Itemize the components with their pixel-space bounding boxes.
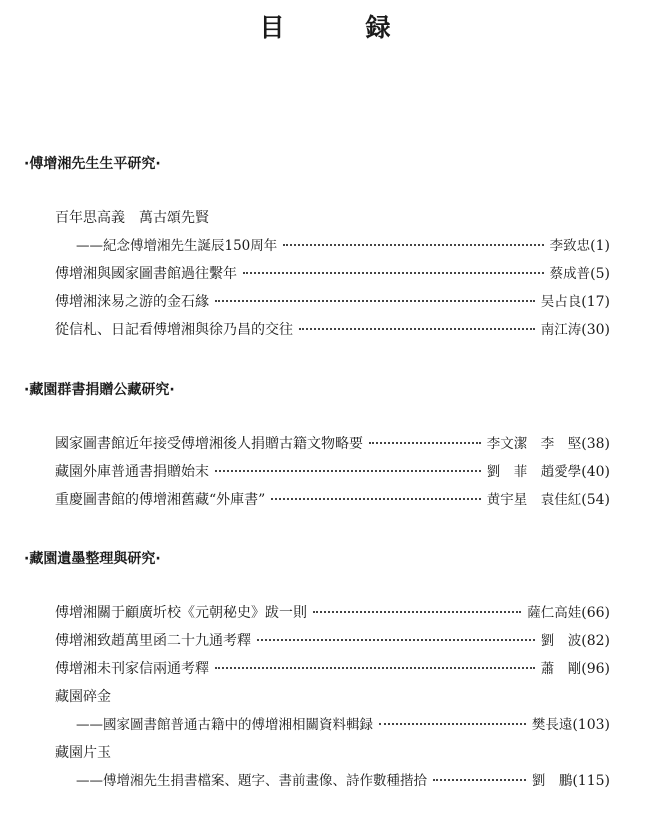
- entry-page: (103): [572, 717, 610, 733]
- entry-title: 百年思高義 萬古頌先賢: [55, 210, 209, 226]
- entry-title: 重慶圖書館的傅增湘舊藏“外庫書”: [55, 492, 266, 508]
- toc-entry[interactable]: [24, 711, 610, 739]
- toc-entry[interactable]: [24, 260, 610, 288]
- section-heading: ·藏園群書捐贈公藏研究·: [24, 382, 175, 398]
- dot-leader: [271, 497, 480, 500]
- entry-page: (82): [581, 633, 610, 649]
- entry-author: 吴占良: [540, 294, 582, 310]
- entry-title: 從信札、日記看傅增湘與徐乃昌的交往: [55, 322, 293, 338]
- entry-page: (38): [581, 436, 610, 452]
- toc-section-manuscripts-research: [24, 549, 610, 795]
- entry-author: 劉 波: [540, 633, 582, 649]
- dot-leader: [369, 441, 481, 444]
- dot-leader: [215, 666, 535, 669]
- dot-leader: [433, 778, 526, 781]
- entry-title: 國家圖書館近年接受傅增湘後人捐贈古籍文物略要: [55, 436, 363, 452]
- entry-title: 傅增湘與國家圖書館過往繫年: [55, 266, 237, 282]
- toc-entry[interactable]: [24, 204, 610, 232]
- entry-page: (40): [581, 464, 610, 480]
- entry-author: 李文潔 李 堅: [486, 436, 582, 452]
- entry-author: 南江涛: [540, 322, 582, 338]
- toc-entry[interactable]: [24, 655, 610, 683]
- toc-entry[interactable]: [24, 232, 610, 260]
- entry-author: 蔡成普: [549, 266, 591, 282]
- toc-section-life-research: [24, 154, 610, 344]
- entry-page: (30): [581, 322, 610, 338]
- entry-title: ——傅增湘先生捐書檔案、題字、書前畫像、詩作數種揩拾: [76, 773, 427, 789]
- toc-entry[interactable]: [24, 739, 610, 767]
- entry-author: 劉 鵬: [531, 773, 573, 789]
- toc-entry[interactable]: [24, 683, 610, 711]
- entry-page: (115): [572, 773, 610, 789]
- entry-author: 蕭 剛: [540, 661, 582, 677]
- toc-entry[interactable]: [24, 486, 610, 514]
- entry-page: (66): [581, 605, 610, 621]
- dot-leader: [379, 722, 526, 725]
- entry-page: (54): [581, 492, 610, 508]
- entry-author: 樊長遠: [531, 717, 573, 733]
- page-title: 目 録: [259, 13, 419, 42]
- entry-title: 藏園片玉: [55, 745, 111, 761]
- entry-title: 藏園外庫普通書捐贈始末: [55, 464, 209, 480]
- dot-leader: [313, 610, 521, 613]
- toc-entry[interactable]: [24, 430, 610, 458]
- toc-entry[interactable]: [24, 627, 610, 655]
- section-heading: ·藏園遺墨整理與研究·: [24, 551, 161, 567]
- dot-leader: [283, 243, 543, 246]
- dot-leader: [299, 327, 535, 330]
- dot-leader: [215, 299, 535, 302]
- entry-title: 傅增湘致趙萬里函二十九通考釋: [55, 633, 251, 649]
- entry-title: ——國家圖書館普通古籍中的傅增湘相關資料輯録: [76, 717, 373, 733]
- toc-entry[interactable]: [24, 599, 610, 627]
- toc-entry[interactable]: [24, 288, 610, 316]
- entry-page: (5): [590, 266, 610, 282]
- entry-title: 傅增湘未刊家信兩通考釋: [55, 661, 209, 677]
- section-heading: ·傅增湘先生生平研究·: [24, 156, 161, 172]
- toc-entry[interactable]: [24, 458, 610, 486]
- entry-page: (96): [581, 661, 610, 677]
- entry-title: 傅增湘關于顧廣圻校《元朝秘史》跋一則: [55, 605, 307, 621]
- entry-page: (1): [590, 238, 610, 254]
- entry-title: 傅增湘涞易之游的金石緣: [55, 294, 209, 310]
- toc-section-donation-research: [24, 380, 610, 514]
- dot-leader: [243, 271, 544, 274]
- dot-leader: [215, 469, 481, 472]
- entry-author: 李致忠: [549, 238, 591, 254]
- dot-leader: [257, 638, 535, 641]
- entry-author: 劉 菲 趙愛學: [486, 464, 582, 480]
- entry-title: ——紀念傅增湘先生誕辰150周年: [76, 238, 278, 254]
- entry-author: 黄宇星 袁佳紅: [486, 492, 582, 508]
- toc-entry[interactable]: [24, 767, 610, 795]
- entry-title: 藏園碎金: [55, 689, 111, 705]
- toc-entry[interactable]: [24, 316, 610, 344]
- entry-author: 薩仁高娃: [527, 605, 582, 621]
- entry-page: (17): [581, 294, 610, 310]
